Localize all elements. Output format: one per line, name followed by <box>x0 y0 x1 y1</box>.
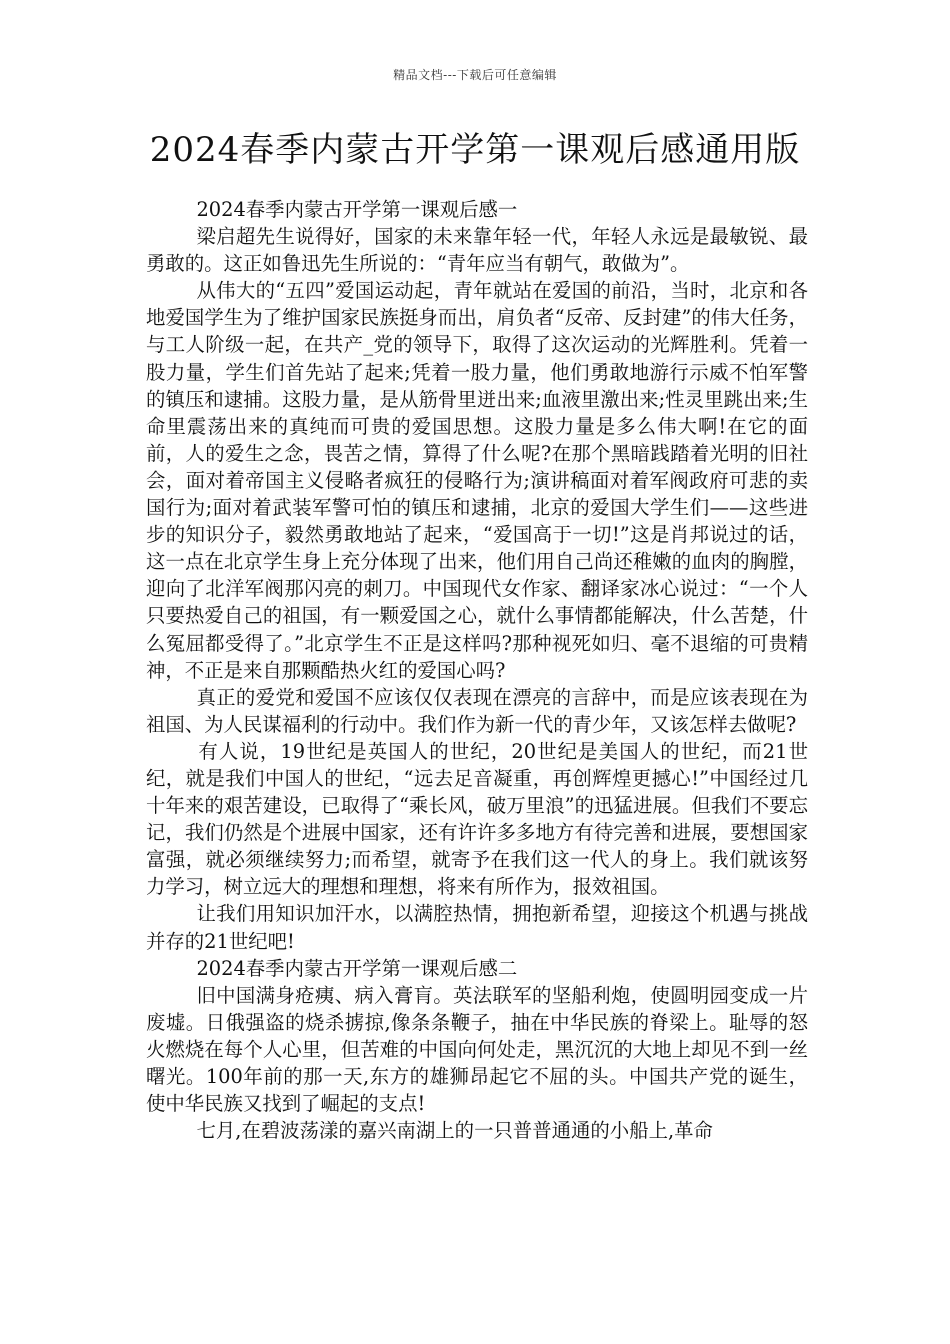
paragraph: 七月,在碧波荡漾的嘉兴南湖上的一只普普通通的小船上,革命 <box>196 1119 713 1143</box>
page-header-note: 精品文档---下载后可任意编辑 <box>393 68 557 82</box>
paragraph: 让我们用知识加汗水，以满腔热情，拥抱新希望，迎接这个机遇与挑战并存的21世纪吧! <box>146 902 808 953</box>
paragraph: 旧中国满身疮痍、病入膏肓。英法联军的坚船利炮，使圆明园变成一片废墟。日俄强盗的烧杀掳掠,像条条鞭子，抽在中华民族的脊梁上。耻辱的怒火燃烧在每个人心里，但苦难的中国向何处走，黑沉沉的大地上却见不到一丝曙光。100年前的那一天,东方的雄狮昂起它不屈的头。中国共产党的诞生，使中华民族又找到了崛起的支点! <box>146 983 808 1116</box>
paragraph: 梁启超先生说得好，国家的未来靠年轻一代，年轻人永远是最敏锐、最勇敢的。这正如鲁迅先生所说的：“青年应当有朝气，敢做为”。 <box>146 225 808 276</box>
section-heading-two: 2024春季内蒙古开学第一课观后感二 <box>196 956 518 980</box>
paragraph: 真正的爱党和爱国不应该仅仅表现在漂亮的言辞中，而是应该表现在为祖国、为人民谋福利的行动中。我们作为新一代的青少年，又该怎样去做呢? <box>146 685 808 736</box>
section-heading-one: 2024春季内蒙古开学第一课观后感一 <box>196 198 518 221</box>
paragraph: 有人说，19世纪是英国人的世纪，20世纪是美国人的世纪，而21世纪，就是我们中国人的世纪，“远去足音凝重，再创辉煌更撼心!”中国经过几十年来的艰苦建设，已取得了“乘长风，破万里浪”的迅猛进展。但我们不要忘记，我们仍然是个进展中国家，还有许许多多地方有待完善和进展，要想国家富强，就必须继续努力;而希望，就寄予在我们这一代人的身上。我们就该努力学习，树立远大的理想和理想，将来有所作为，报效祖国。 <box>146 739 808 899</box>
document-title: 2024春季内蒙古开学第一课观后感通用版 <box>149 130 801 170</box>
paragraph: 从伟大的“五四”爱国运动起，青年就站在爱国的前沿，当时，北京和各地爱国学生为了维护国家民族挺身而出，肩负者“反帝、反封建”的伟大任务，与工人阶级一起，在共产_党的领导下，取得了这次运动的光辉胜利。凭着一股力量，学生们首先站了起来;凭着一股力量，他们勇敢地游行示威不怕军警的镇压和逮捕。这股力量，是从筋骨里迸出来;血液里激出来;性灵里跳出来;生命里震荡出来的真纯而可贵的爱国思想。这股力量是多么伟大啊!在它的面前，人的爱生之念，畏苦之情，算得了什么呢?在那个黑暗践踏着光明的旧社会，面对着帝国主义侵略者疯狂的侵略行为;演讲稿面对着军阀政府可悲的卖国行为;面对着武装军警可怕的镇压和逮捕，北京的爱国大学生们——这些进步的知识分子，毅然勇敢地站了起来，“爱国高于一切!”这是肖邦说过的话，这一点在北京学生身上充分体现了出来，他们用自己尚还稚嫩的血肉的胸膛，迎向了北洋军阀那闪亮的刺刀。中国现代女作家、翻译家冰心说过：“一个人只要热爱自己的祖国，有一颗爱国之心，就什么事情都能解决，什么苦楚，什么冤屈都受得了。”北京学生不正是这样吗?那种视死如归、毫不退缩的可贵精神，不正是来自那颗酷热火红的爱国心吗? <box>146 279 808 682</box>
document-body <box>146 196 808 1144</box>
